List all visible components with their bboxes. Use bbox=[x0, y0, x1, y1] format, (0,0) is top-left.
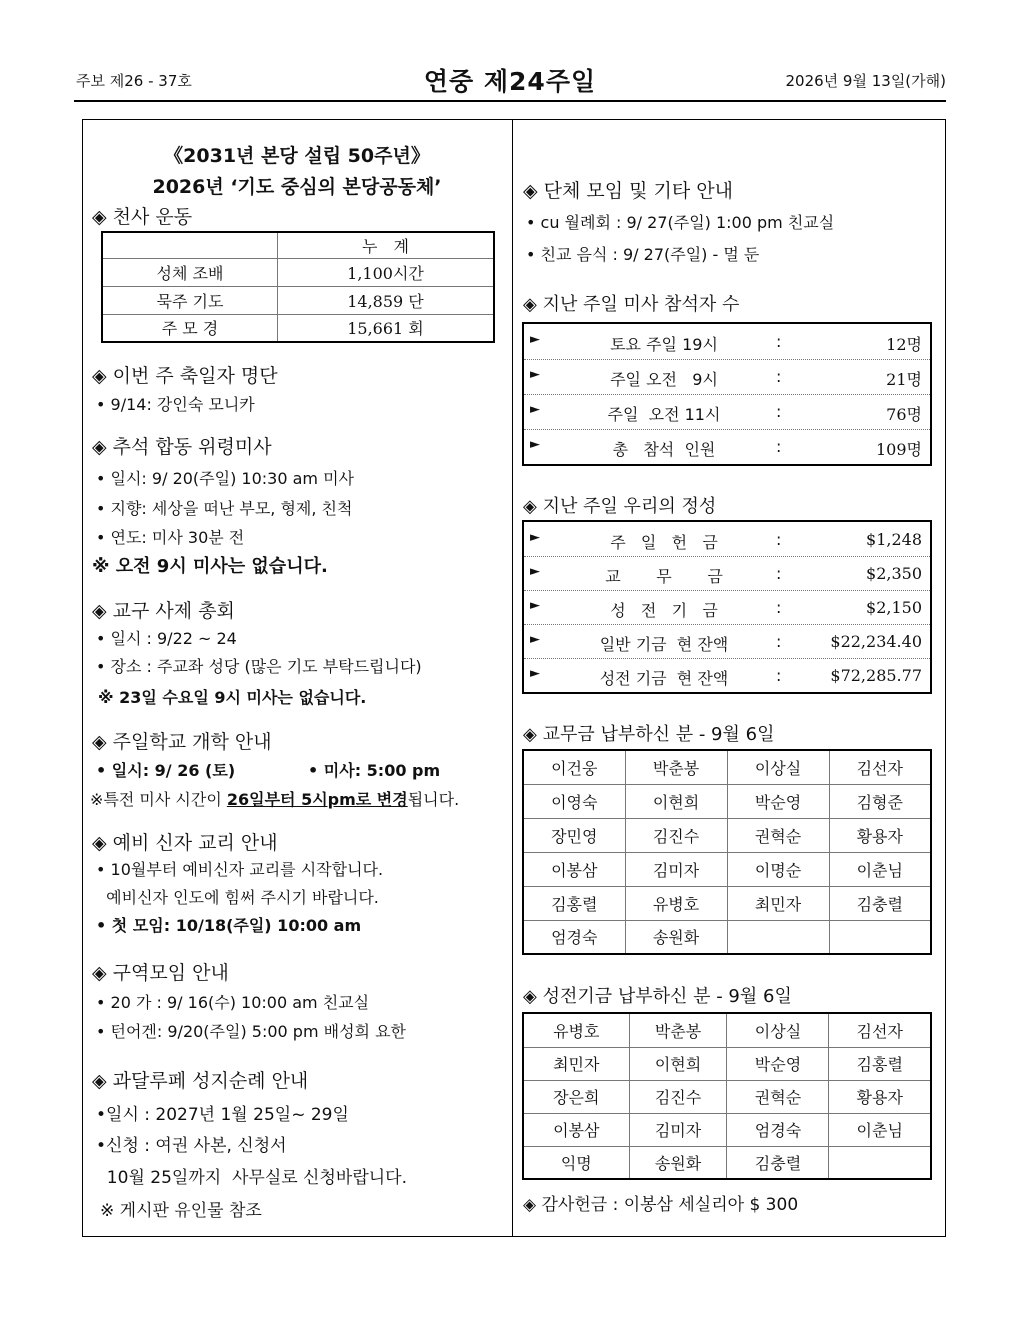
group-heading: ◈ 단체 모임 및 기타 안내 bbox=[523, 180, 733, 202]
angel-value: 15,661 회 bbox=[278, 314, 495, 342]
column-divider bbox=[512, 119, 513, 1237]
dues-name: 박순영 bbox=[727, 784, 829, 818]
dues-name: 권혁순 bbox=[727, 818, 829, 852]
attendance-value: 12명 bbox=[886, 335, 922, 354]
row-marker: ► bbox=[530, 332, 540, 347]
dues-name: 김충렬 bbox=[829, 886, 931, 920]
offering-value: $22,234.40 bbox=[830, 632, 922, 651]
dues-table bbox=[522, 749, 932, 955]
issue-date: 2026년 9월 13일(가해) bbox=[785, 72, 946, 90]
building-name: 이춘님 bbox=[829, 1113, 931, 1146]
dues-name: 최민자 bbox=[727, 886, 829, 920]
row-colon: : bbox=[776, 564, 782, 583]
angel-label: 성체 조배 bbox=[102, 258, 278, 286]
offering-value: $2,350 bbox=[866, 564, 922, 583]
header-rule bbox=[74, 100, 946, 102]
page-title: 연중 제24주일 bbox=[423, 67, 597, 96]
building-name: 최민자 bbox=[523, 1047, 629, 1080]
row-marker: ► bbox=[530, 367, 540, 382]
dues-name: 엄경숙 bbox=[523, 920, 625, 954]
row-marker: ► bbox=[530, 632, 540, 647]
pilgrimage-item: 10월 25일까지 사무실로 신청바랍니다. bbox=[96, 1168, 407, 1188]
dues-name: 황용자 bbox=[829, 818, 931, 852]
building-name: 장은희 bbox=[523, 1080, 629, 1113]
dues-name: 이현희 bbox=[625, 784, 727, 818]
row-marker: ► bbox=[530, 437, 540, 452]
offering-heading: ◈ 지난 주일 우리의 정성 bbox=[523, 496, 717, 517]
school-note bbox=[90, 787, 459, 810]
row-colon: : bbox=[776, 402, 782, 421]
angel-label: 묵주 기도 bbox=[102, 286, 278, 314]
building-name: 김미자 bbox=[629, 1113, 727, 1146]
feast-item: • 9/14: 강인숙 모니카 bbox=[96, 395, 255, 414]
district-item: • 턴어겐: 9/20(주일) 5:00 pm 배성희 요한 bbox=[96, 1022, 406, 1041]
row-marker: ► bbox=[530, 530, 540, 545]
angel-value: 1,100시간 bbox=[278, 258, 495, 286]
row-colon: : bbox=[776, 437, 782, 456]
building-name: 김홍렬 bbox=[829, 1047, 931, 1080]
dues-name bbox=[829, 920, 931, 954]
district-heading: ◈ 구역모임 안내 bbox=[92, 962, 229, 984]
building-name: 황용자 bbox=[829, 1080, 931, 1113]
dues-name: 이명순 bbox=[727, 852, 829, 886]
building-name: 이상실 bbox=[727, 1013, 829, 1047]
building-name: 유병호 bbox=[523, 1013, 629, 1047]
row-marker: ► bbox=[530, 402, 540, 417]
offering-label: 일반 기금 현 잔액 bbox=[599, 635, 729, 654]
issue-number: 주보 제26 - 37호 bbox=[76, 72, 192, 90]
building-name: 이현희 bbox=[629, 1047, 727, 1080]
offering-label: 성전 기금 현 잔액 bbox=[599, 669, 729, 688]
offering-box bbox=[522, 520, 932, 694]
school-date: • 일시: 9/ 26 (토) bbox=[96, 761, 236, 780]
offering-row bbox=[524, 658, 930, 692]
group-item: • cu 월례회 : 9/ 27(주일) 1:00 pm 친교실 bbox=[526, 213, 835, 232]
angel-table bbox=[101, 231, 495, 343]
building-name: 김진수 bbox=[629, 1080, 727, 1113]
offering-row bbox=[524, 624, 930, 659]
angel-col-header: 누 계 bbox=[278, 232, 495, 258]
dues-name bbox=[727, 920, 829, 954]
building-table bbox=[522, 1012, 932, 1180]
row-colon: : bbox=[776, 332, 782, 351]
offering-value: $72,285.77 bbox=[830, 666, 922, 685]
dues-name: 이영숙 bbox=[523, 784, 625, 818]
catechumen-first-meeting: • 첫 모임: 10/18(주일) 10:00 am bbox=[96, 916, 362, 935]
offering-row bbox=[524, 590, 930, 625]
memorial-heading: ◈ 추석 합동 위령미사 bbox=[92, 436, 272, 458]
dues-name: 김형준 bbox=[829, 784, 931, 818]
dues-name: 유병호 bbox=[625, 886, 727, 920]
school-mass: • 미사: 5:00 pm bbox=[308, 761, 441, 780]
attendance-label: 총 참석 인원 bbox=[612, 440, 716, 459]
memorial-note: ※ 오전 9시 미사는 없습니다. bbox=[92, 556, 328, 577]
offering-label: 교 무 금 bbox=[605, 567, 723, 586]
pilgrimage-heading: ◈ 과달루페 성지순례 안내 bbox=[92, 1070, 309, 1092]
attendance-row bbox=[524, 394, 930, 430]
angel-value: 14,859 단 bbox=[278, 286, 495, 314]
offering-row bbox=[524, 522, 930, 557]
dues-name: 송원화 bbox=[625, 920, 727, 954]
building-name: 권혁순 bbox=[727, 1080, 829, 1113]
catechumen-heading: ◈ 예비 신자 교리 안내 bbox=[92, 832, 278, 854]
pilgrimage-note: ※ 게시판 유인물 참조 bbox=[100, 1201, 262, 1221]
district-item: • 20 가 : 9/ 16(수) 10:00 am 친교실 bbox=[96, 993, 370, 1012]
building-name: 김충렬 bbox=[727, 1146, 829, 1179]
memorial-item: • 일시: 9/ 20(주일) 10:30 am 미사 bbox=[96, 469, 354, 488]
attendance-heading: ◈ 지난 주일 미사 참석자 수 bbox=[523, 294, 740, 315]
school-heading: ◈ 주일학교 개학 안내 bbox=[92, 731, 272, 753]
priests-note: ※ 23일 수요일 9시 미사는 없습니다. bbox=[98, 688, 367, 707]
attendance-label: 주일 오전 9시 bbox=[610, 370, 718, 389]
dues-name: 김미자 bbox=[625, 852, 727, 886]
row-marker: ► bbox=[530, 666, 540, 681]
dues-name: 김선자 bbox=[829, 750, 931, 784]
theme-title: 2026년 ‘기도 중심의 본당공동체’ bbox=[152, 176, 442, 198]
dues-name: 장민영 bbox=[523, 818, 625, 852]
attendance-value: 76명 bbox=[886, 405, 922, 424]
row-colon: : bbox=[776, 530, 782, 549]
school-note-change: 26일부터 5시pm로 변경 bbox=[226, 790, 408, 809]
building-name: 엄경숙 bbox=[727, 1113, 829, 1146]
building-name: 박춘봉 bbox=[629, 1013, 727, 1047]
building-name bbox=[829, 1146, 931, 1179]
dues-name: 박춘봉 bbox=[625, 750, 727, 784]
thanks-offering: ◈ 감사헌금 : 이봉삼 세실리아 $ 300 bbox=[523, 1195, 799, 1215]
pilgrimage-item: •일시 : 2027년 1월 25일~ 29일 bbox=[96, 1105, 349, 1125]
dues-heading: ◈ 교무금 납부하신 분 - 9월 6일 bbox=[523, 724, 775, 745]
building-name: 박순영 bbox=[727, 1047, 829, 1080]
group-item: • 친교 음식 : 9/ 27(주일) - 멀 둔 bbox=[526, 245, 760, 264]
building-heading: ◈ 성전기금 납부하신 분 - 9월 6일 bbox=[523, 986, 792, 1007]
anniversary-title: 《2031년 본당 설립 50주년》 bbox=[164, 145, 430, 167]
dues-name: 김홍렬 bbox=[523, 886, 625, 920]
offering-value: $2,150 bbox=[866, 598, 922, 617]
school-note-suffix: 됩니다. bbox=[407, 790, 460, 809]
dues-name: 이건웅 bbox=[523, 750, 625, 784]
memorial-item: • 연도: 미사 30분 전 bbox=[96, 528, 245, 547]
priests-item: • 장소 : 주교좌 성당 (많은 기도 부탁드립니다) bbox=[96, 657, 422, 676]
pilgrimage-item: •신청 : 여권 사본, 신청서 bbox=[96, 1136, 287, 1156]
attendance-box bbox=[522, 322, 932, 466]
row-marker: ► bbox=[530, 564, 540, 579]
offering-value: $1,248 bbox=[866, 530, 922, 549]
dues-name: 김진수 bbox=[625, 818, 727, 852]
catechumen-item: 예비신자 인도에 힘써 주시기 바랍니다. bbox=[96, 888, 379, 907]
attendance-label: 토요 주일 19시 bbox=[610, 335, 718, 354]
dues-name: 이봉삼 bbox=[523, 852, 625, 886]
building-name: 김선자 bbox=[829, 1013, 931, 1047]
dues-name: 이춘님 bbox=[829, 852, 931, 886]
angel-heading: ◈ 천사 운동 bbox=[92, 206, 193, 228]
offering-row bbox=[524, 556, 930, 591]
attendance-value: 21명 bbox=[886, 370, 922, 389]
row-colon: : bbox=[776, 598, 782, 617]
attendance-label: 주일 오전 11시 bbox=[607, 405, 721, 424]
school-note-prefix: ※특전 미사 시간이 bbox=[90, 790, 227, 809]
row-colon: : bbox=[776, 666, 782, 685]
building-name: 이봉삼 bbox=[523, 1113, 629, 1146]
row-marker: ► bbox=[530, 598, 540, 613]
feast-heading: ◈ 이번 주 축일자 명단 bbox=[92, 365, 278, 387]
attendance-row bbox=[524, 429, 930, 464]
dues-name: 이상실 bbox=[727, 750, 829, 784]
angel-label: 주 모 경 bbox=[102, 314, 278, 342]
priests-heading: ◈ 교구 사제 총회 bbox=[92, 600, 235, 622]
attendance-value: 109명 bbox=[876, 440, 922, 459]
row-colon: : bbox=[776, 367, 782, 386]
priests-item: • 일시 : 9/22 ~ 24 bbox=[96, 629, 237, 648]
attendance-row bbox=[524, 324, 930, 360]
attendance-row bbox=[524, 359, 930, 395]
offering-label: 성 전 기 금 bbox=[610, 601, 718, 620]
row-colon: : bbox=[776, 632, 782, 651]
building-name: 익명 bbox=[523, 1146, 629, 1179]
memorial-item: • 지향: 세상을 떠난 부모, 형제, 친척 bbox=[96, 499, 353, 518]
catechumen-item: • 10월부터 예비신자 교리를 시작합니다. bbox=[96, 860, 384, 879]
building-name: 송원화 bbox=[629, 1146, 727, 1179]
offering-label: 주 일 헌 금 bbox=[610, 533, 718, 552]
